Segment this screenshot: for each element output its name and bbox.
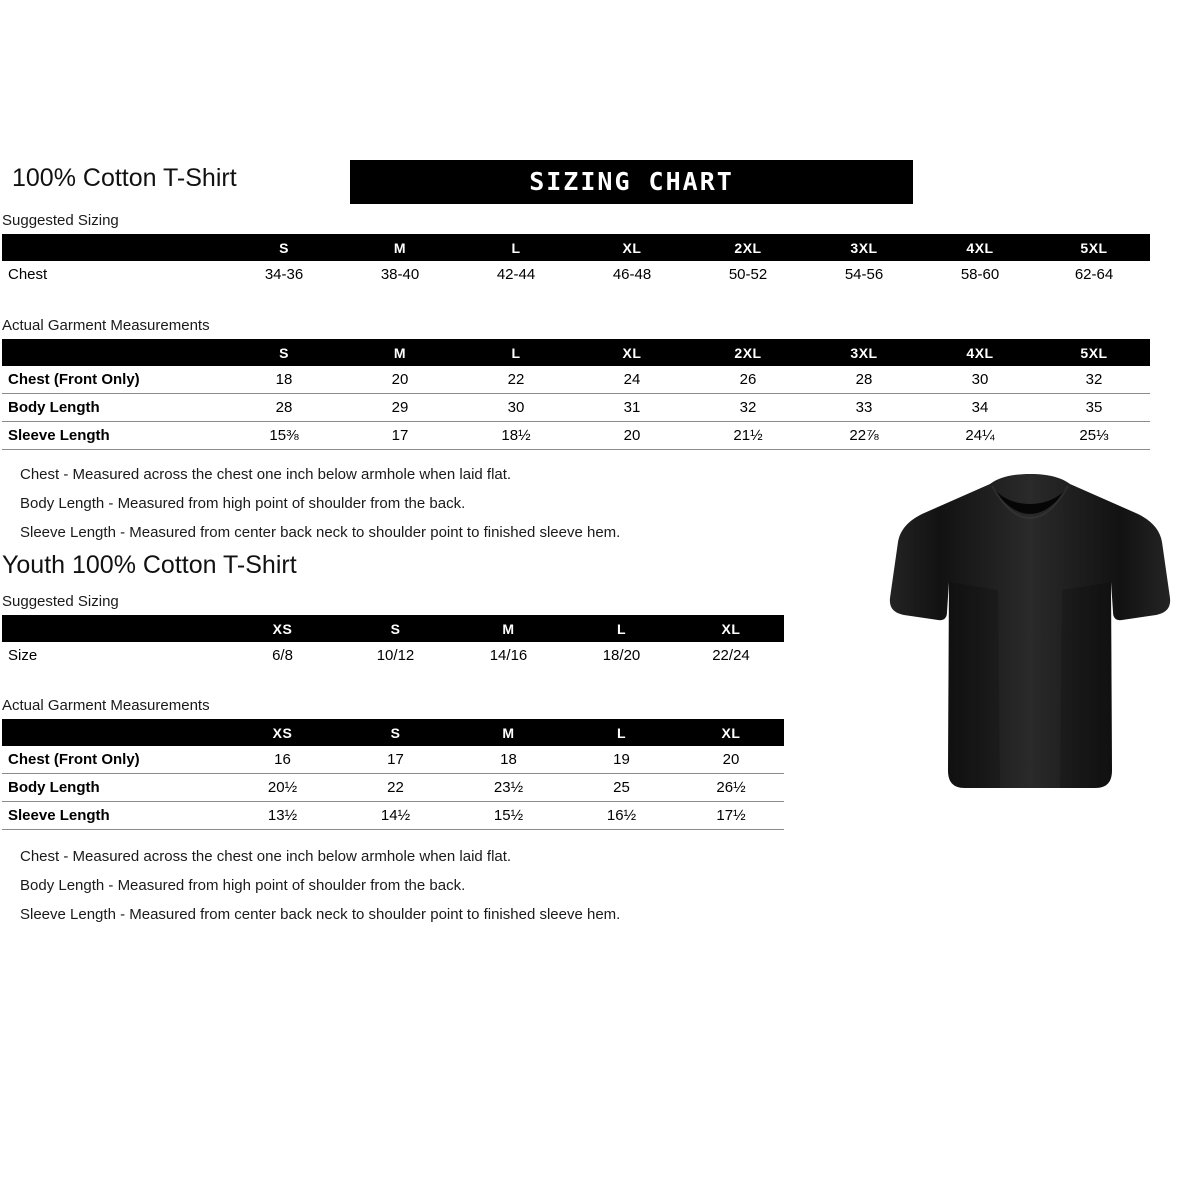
sizing-chart-banner-label: SIZING CHART [529, 167, 734, 196]
col-head: L [565, 615, 678, 642]
cell: 6/8 [272, 647, 293, 664]
cell: 22⅞ [849, 427, 879, 444]
adult-suggested-sizing-label: Suggested Sizing [2, 212, 119, 229]
cell: 30 [507, 399, 525, 416]
col-head [2, 339, 226, 366]
cell: 20½ [267, 779, 298, 796]
table-header-row [2, 719, 784, 746]
table-row [2, 394, 1150, 422]
col-head: M [452, 719, 565, 746]
col-head: 3XL [806, 234, 922, 261]
col-head [2, 234, 226, 261]
table-row [2, 774, 784, 802]
cell: 25 [613, 779, 630, 796]
cell: 32 [739, 399, 757, 416]
col-head: L [458, 339, 574, 366]
col-head: XS [226, 719, 339, 746]
col-head: XL [574, 339, 690, 366]
cell: 21½ [733, 427, 763, 444]
col-head: 5XL [1038, 234, 1150, 261]
chart-header [12, 160, 1192, 204]
table-row [2, 642, 784, 669]
note-body-length: Body Length - Measured from high point of shoulder from the back. [20, 495, 466, 512]
cell: 20 [722, 751, 740, 768]
cell: 14/16 [489, 647, 528, 664]
cell: 28 [855, 371, 873, 388]
table-header-row [2, 234, 1150, 261]
table-row [2, 261, 1150, 288]
product-image-tshirt [880, 470, 1180, 810]
note-sleeve-length: Sleeve Length - Measured from center back neck to shoulder point to finished sleeve hem. [20, 906, 621, 923]
col-head: 3XL [806, 339, 922, 366]
adult-actual-measurements-table [2, 339, 1150, 450]
cell: 54-56 [844, 266, 884, 283]
cell: 29 [391, 399, 409, 416]
adult-suggested-sizing-table [2, 234, 1150, 288]
youth-actual-measurements-table [2, 719, 784, 830]
youth-suggested-sizing-table [2, 615, 784, 669]
cell: 46-48 [612, 266, 652, 283]
cell: 25⅓ [1079, 427, 1109, 444]
cell: 10/12 [376, 647, 415, 664]
youth-notes [20, 842, 620, 929]
page-title: 100% Cotton T-Shirt [12, 164, 237, 192]
cell: 23½ [493, 779, 524, 796]
cell: 30 [971, 371, 989, 388]
col-head [2, 719, 226, 746]
cell: 18 [275, 371, 293, 388]
sizing-chart-banner [350, 160, 913, 204]
cell: 26½ [716, 779, 746, 796]
cell: 22/24 [712, 647, 750, 664]
cell: 17½ [716, 807, 746, 824]
col-head: 2XL [690, 339, 806, 366]
cell: 16½ [606, 807, 637, 824]
col-head: 4XL [922, 339, 1038, 366]
youth-suggested-sizing-label: Suggested Sizing [2, 593, 119, 610]
table-header-row [2, 339, 1150, 366]
cell: 14½ [380, 807, 411, 824]
cell: 22 [387, 779, 404, 796]
cell: 50-52 [728, 266, 768, 283]
table-row [2, 746, 784, 774]
note-chest: Chest - Measured across the chest one inch below armhole when laid flat. [20, 848, 512, 865]
col-head: XL [574, 234, 690, 261]
cell: 38-40 [380, 266, 420, 283]
cell: 19 [613, 751, 630, 768]
tshirt-icon [880, 470, 1180, 810]
cell: 24¼ [965, 427, 995, 444]
row-label: Body Length [8, 779, 100, 796]
note-chest: Chest - Measured across the chest one inch below armhole when laid flat. [20, 466, 512, 483]
cell: 18/20 [602, 647, 641, 664]
adult-actual-measurements-label: Actual Garment Measurements [2, 317, 210, 334]
cell: 34 [971, 399, 989, 416]
note-sleeve-length: Sleeve Length - Measured from center back neck to shoulder point to finished sleeve hem. [20, 524, 621, 541]
table-row [2, 422, 1150, 450]
cell: 62-64 [1074, 266, 1114, 283]
row-label: Sleeve Length [8, 427, 110, 444]
col-head: S [339, 719, 452, 746]
cell: 22 [507, 371, 525, 388]
cell: 16 [274, 751, 291, 768]
cell: 15⅜ [269, 427, 299, 444]
row-label: Chest [8, 266, 48, 283]
row-label: Body Length [8, 399, 100, 416]
col-head: S [226, 234, 342, 261]
cell: 18 [500, 751, 517, 768]
cell: 15½ [493, 807, 524, 824]
youth-section-title: Youth 100% Cotton T-Shirt [2, 551, 297, 579]
cell: 35 [1085, 399, 1103, 416]
col-head: L [565, 719, 678, 746]
row-label: Size [8, 647, 38, 664]
cell: 24 [623, 371, 641, 388]
table-row [2, 366, 1150, 394]
col-head: M [342, 234, 458, 261]
cell: 20 [391, 371, 409, 388]
row-label: Chest (Front Only) [8, 371, 140, 388]
col-head: XL [678, 719, 784, 746]
row-label: Sleeve Length [8, 807, 110, 824]
cell: 13½ [267, 807, 298, 824]
cell: 17 [391, 427, 409, 444]
col-head: S [226, 339, 342, 366]
col-head: 4XL [922, 234, 1038, 261]
cell: 20 [623, 427, 641, 444]
adult-notes [20, 460, 620, 547]
col-head [2, 615, 226, 642]
col-head: XS [226, 615, 339, 642]
cell: 31 [623, 399, 641, 416]
row-label: Chest (Front Only) [8, 751, 140, 768]
col-head: 5XL [1038, 339, 1150, 366]
col-head: 2XL [690, 234, 806, 261]
cell: 58-60 [960, 266, 1000, 283]
cell: 32 [1085, 371, 1103, 388]
cell: 26 [739, 371, 757, 388]
col-head: M [342, 339, 458, 366]
col-head: S [339, 615, 452, 642]
cell: 17 [387, 751, 404, 768]
cell: 42-44 [496, 266, 536, 283]
note-body-length: Body Length - Measured from high point of shoulder from the back. [20, 877, 466, 894]
col-head: L [458, 234, 574, 261]
col-head: XL [678, 615, 784, 642]
col-head: M [452, 615, 565, 642]
cell: 18½ [501, 427, 531, 444]
youth-actual-measurements-label: Actual Garment Measurements [2, 697, 210, 714]
table-row [2, 802, 784, 830]
cell: 34-36 [264, 266, 304, 283]
cell: 28 [275, 399, 293, 416]
table-header-row [2, 615, 784, 642]
cell: 33 [855, 399, 873, 416]
